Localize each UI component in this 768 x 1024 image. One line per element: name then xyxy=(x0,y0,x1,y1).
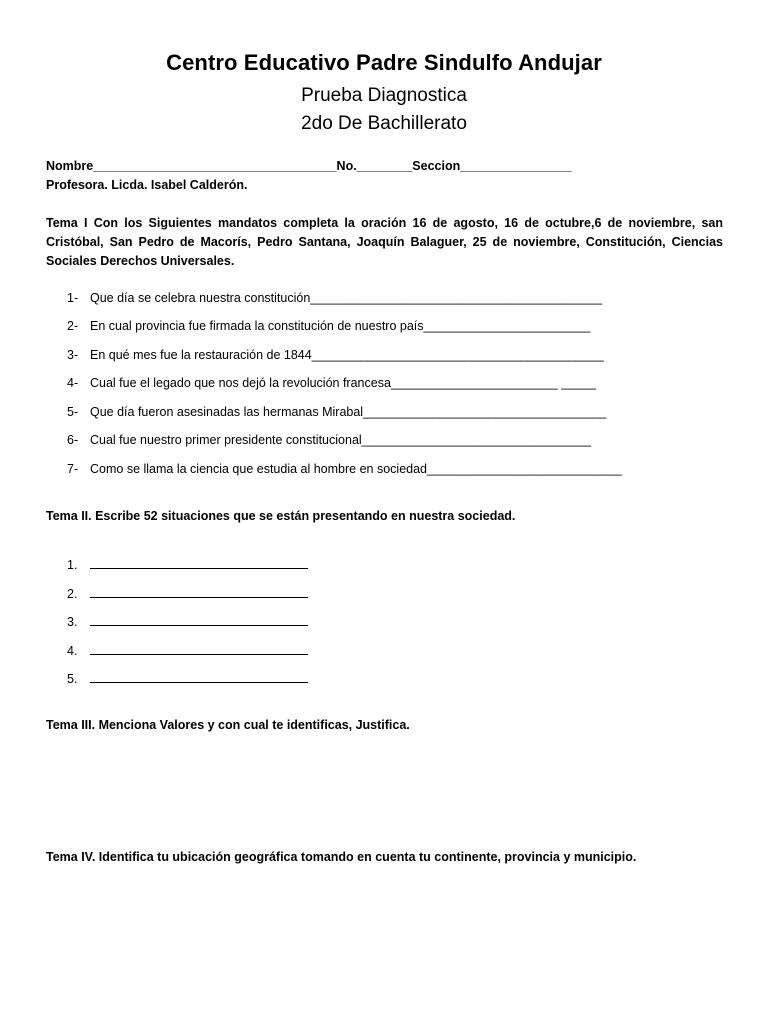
item-number: 5. xyxy=(67,672,78,686)
item-number: 3. xyxy=(67,615,78,629)
answer-line-1 xyxy=(67,556,308,572)
question-number: 1- xyxy=(67,291,79,305)
tema2-heading: Tema II. Escribe 52 situaciones que se están presentando en nuestra sociedad. xyxy=(46,509,516,523)
question-text: Cual fue el legado que nos dejó la revolución francesa________________________ _____ xyxy=(90,376,596,390)
question-number: 6- xyxy=(67,433,79,447)
question-3 xyxy=(67,348,604,362)
teacher-line: Profesora. Licda. Isabel Calderón. xyxy=(46,178,248,192)
question-number: 5- xyxy=(67,405,79,419)
grade-label: 2do De Bachillerato xyxy=(301,113,467,134)
question-5 xyxy=(67,405,606,419)
question-1 xyxy=(67,291,602,305)
answer-line-4 xyxy=(67,642,308,658)
answer-blank[interactable] xyxy=(90,670,308,683)
question-text: Como se llama la ciencia que estudia al hombre en sociedad____________________________ xyxy=(90,462,622,476)
item-number: 2. xyxy=(67,587,78,601)
item-number: 1. xyxy=(67,558,78,572)
question-7 xyxy=(67,462,622,476)
tema3-heading: Tema III. Menciona Valores y con cual te identificas, Justifica. xyxy=(46,718,410,732)
test-name: Prueba Diagnostica xyxy=(301,85,467,106)
question-number: 7- xyxy=(67,462,79,476)
tema1-instructions: Tema I Con los Siguientes mandatos completa la oración 16 de agosto, 16 de octubre,6 de noviembre, san Cristóbal, San Pedro de Macorís, Pedro Santana, Joaquín Balaguer, 25 de noviembre, Constitución, Ciencias Sociales Derechos Universales. xyxy=(46,216,723,268)
answer-line-2 xyxy=(67,585,308,601)
question-text: Que día fueron asesinadas las hermanas Mirabal___________________________________ xyxy=(90,405,607,419)
item-number: 4. xyxy=(67,644,78,658)
answer-line-3 xyxy=(67,613,308,629)
question-number: 2- xyxy=(67,319,79,333)
school-title: Centro Educativo Padre Sindulfo Andujar xyxy=(166,50,602,75)
answer-line-5 xyxy=(67,670,308,686)
tema4-heading: Tema IV. Identifica tu ubicación geográfica tomando en cuenta tu continente, provincia y municipio. xyxy=(46,850,637,864)
question-text: En qué mes fue la restauración de 1844__________________________________________ xyxy=(90,348,604,362)
question-number: 3- xyxy=(67,348,79,362)
answer-blank[interactable] xyxy=(90,613,308,626)
student-info-line: Nombre___________________________________No.________Seccion________________ xyxy=(46,159,572,173)
question-6 xyxy=(67,433,591,447)
question-number: 4- xyxy=(67,376,79,390)
answer-blank[interactable] xyxy=(90,642,308,655)
question-2 xyxy=(67,319,590,333)
question-text: En cual provincia fue firmada la constitución de nuestro país________________________ xyxy=(90,319,591,333)
answer-blank[interactable] xyxy=(90,556,308,569)
answer-blank[interactable] xyxy=(90,585,308,598)
question-text: Que día se celebra nuestra constitución__________________________________________ xyxy=(90,291,603,305)
question-4 xyxy=(67,376,596,390)
question-text: Cual fue nuestro primer presidente constitucional_________________________________ xyxy=(90,433,592,447)
